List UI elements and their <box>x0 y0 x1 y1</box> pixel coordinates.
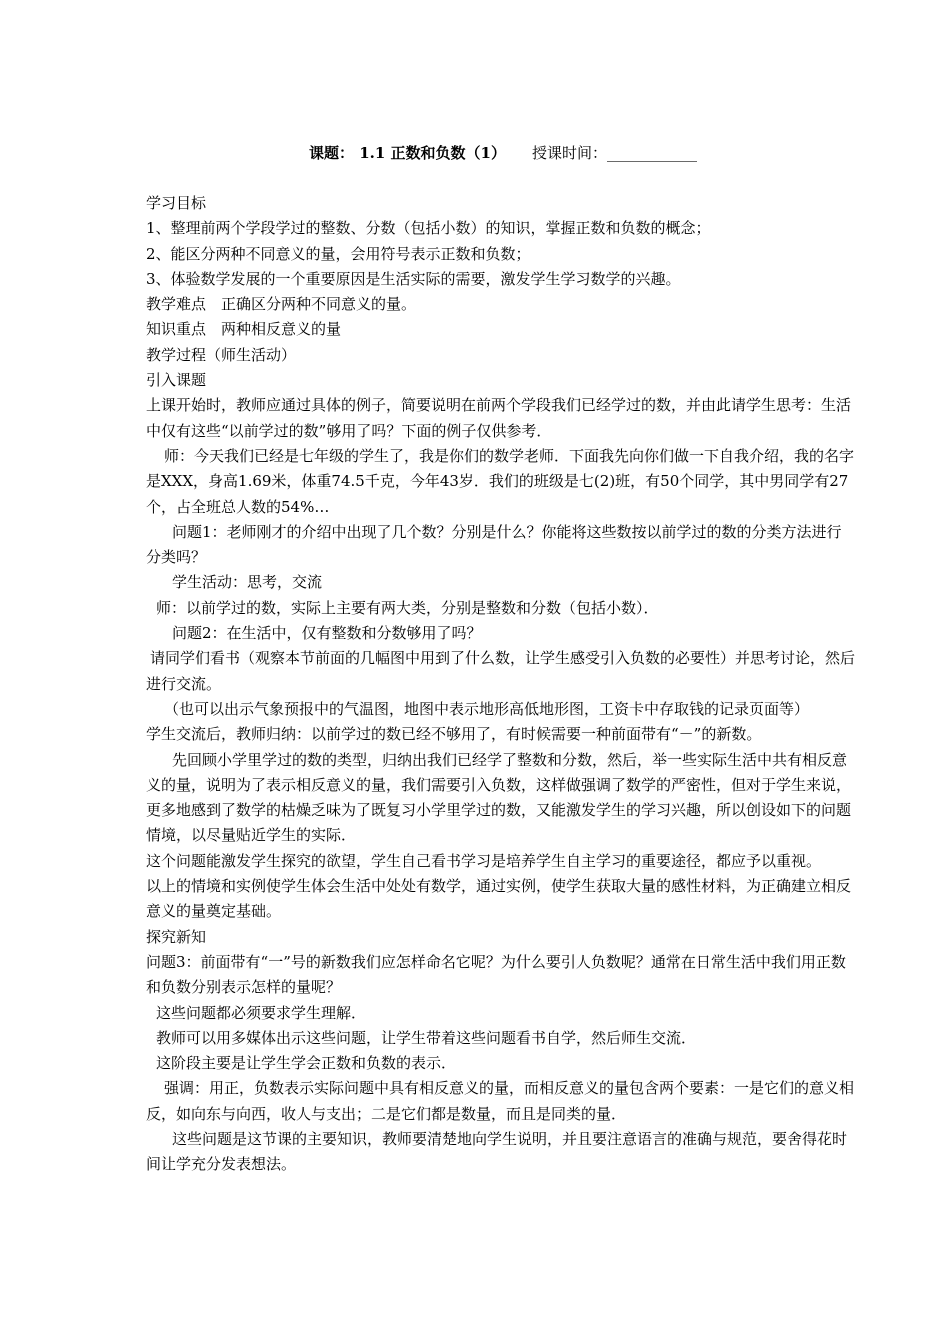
question-2: 问题2：在生活中，仅有整数和分数够用了吗？ <box>172 624 482 643</box>
paragraph: 这阶段主要是让学生学会正数和负数的表示． <box>156 1054 457 1073</box>
paragraph: （也可以出示气象预报中的气温图，地图中表示地形高低地形图，工资卡中存取钱的记录页面等） <box>164 699 810 718</box>
paragraph: 师：以前学过的数，实际上主要有两大类，分别是整数和分数（包括小数）． <box>156 598 659 617</box>
teaching-difficulty: 教学难点 正确区分两种不同意义的量。 <box>146 295 417 314</box>
question-1: 问题1：老师刚才的介绍中出现了几个数？分别是什么？你能将这些数按以前学过的数的分类方法进行分类吗？ <box>146 522 842 567</box>
lesson-header <box>0 143 950 163</box>
objective-1: 1、整理前两个学段学过的整数、分数（包括小数）的知识，掌握正数和负数的概念； <box>146 219 711 238</box>
paragraph: 强调：用正，负数表示实际问题中具有相反意义的量，而相反意义的量包含两个要素：一是它们的意义相反，如向东与向西，收人与支出；二是它们都是数量，而且是同类的量． <box>146 1079 855 1123</box>
section-heading-explore: 探究新知 <box>146 927 207 946</box>
paragraph: 师：今天我们已经是七年级的学生了，我是你们的数学老师．下面我先向你们做一下自我介绍，我的名字是XXX，身高1.69米，体重74.5千克，今年43岁．我们的班级是七(2)班，有50个同学，其中男同学有27个，占全班总人数的54%… <box>146 446 855 516</box>
paragraph: 这些问题都必须要求学生理解． <box>156 1003 367 1022</box>
paragraph: 请同学们看书（观察本节前面的几幅图中用到了什么数，让学生感受引入负数的必要性）并思考讨论，然后进行交流。 <box>146 649 856 693</box>
paragraph: 上课开始时，教师应通过具体的例子，简要说明在前两个学段我们已经学过的数，并由此请学生思考：生活中仅有这些“以前学过的数”够用了吗？下面的例子仅供参考． <box>146 396 852 440</box>
section-heading-process: 教学过程（师生活动） <box>146 345 297 364</box>
paragraph: 先回顾小学里学过的数的类型，归纳出我们已经学了整数和分数，然后，举一些实际生活中共有相反意义的量，说明为了表示相反意义的量，我们需要引入负数，这样做强调了数学的严密性，但对于学生来说，更多地感到了数学的枯燥乏味为了既复习小学里学过的数，又能激发学生的学习兴趣，所以创设如下的问题情境，以尽量贴近学生的实际． <box>146 750 852 845</box>
objective-2: 2、能区分两种不同意义的量，会用符号表示正数和负数； <box>146 244 531 263</box>
knowledge-focus: 知识重点 两种相反意义的量 <box>146 320 342 339</box>
paragraph: 学生活动：思考，交流 <box>172 573 323 592</box>
lesson-time-field: 授课时间：____________ <box>531 144 697 162</box>
lesson-body <box>146 191 856 1178</box>
lesson-title: 课题： 1.1 正数和负数（1） <box>309 144 506 162</box>
objective-3: 3、体验数学发展的一个重要原因是生活实际的需要，激发学生学习数学的兴趣。 <box>146 269 681 288</box>
paragraph: 教师可以用多媒体出示这些问题，让学生带着这些问题看书自学，然后师生交流． <box>156 1028 697 1047</box>
question-3: 问题3：前面带有“一”号的新数我们应怎样命名它呢？为什么要引人负数呢？通常在日常生活中我们用正数和负数分别表示怎样的量呢？ <box>146 952 846 997</box>
paragraph: 这个问题能激发学生探究的欲望，学生自己看书学习是培养学生自主学习的重要途径，都应予以重视。 <box>146 851 822 870</box>
paragraph: 这些问题是这节课的主要知识，教师要清楚地向学生说明，并且要注意语言的准确与规范，要舍得花时间让学充分发表想法。 <box>146 1129 848 1174</box>
section-heading-objectives: 学习目标 <box>146 194 207 212</box>
paragraph: 以上的情境和实例使学生体会生活中处处有数学，通过实例，使学生获取大量的感性材料，为正确建立相反意义的量奠定基础。 <box>146 877 852 921</box>
section-heading-intro: 引入课题 <box>146 371 207 390</box>
paragraph: 学生交流后，教师归纳：以前学过的数已经不够用了，有时候需要一种前面带有“－”的新数。 <box>146 725 762 744</box>
